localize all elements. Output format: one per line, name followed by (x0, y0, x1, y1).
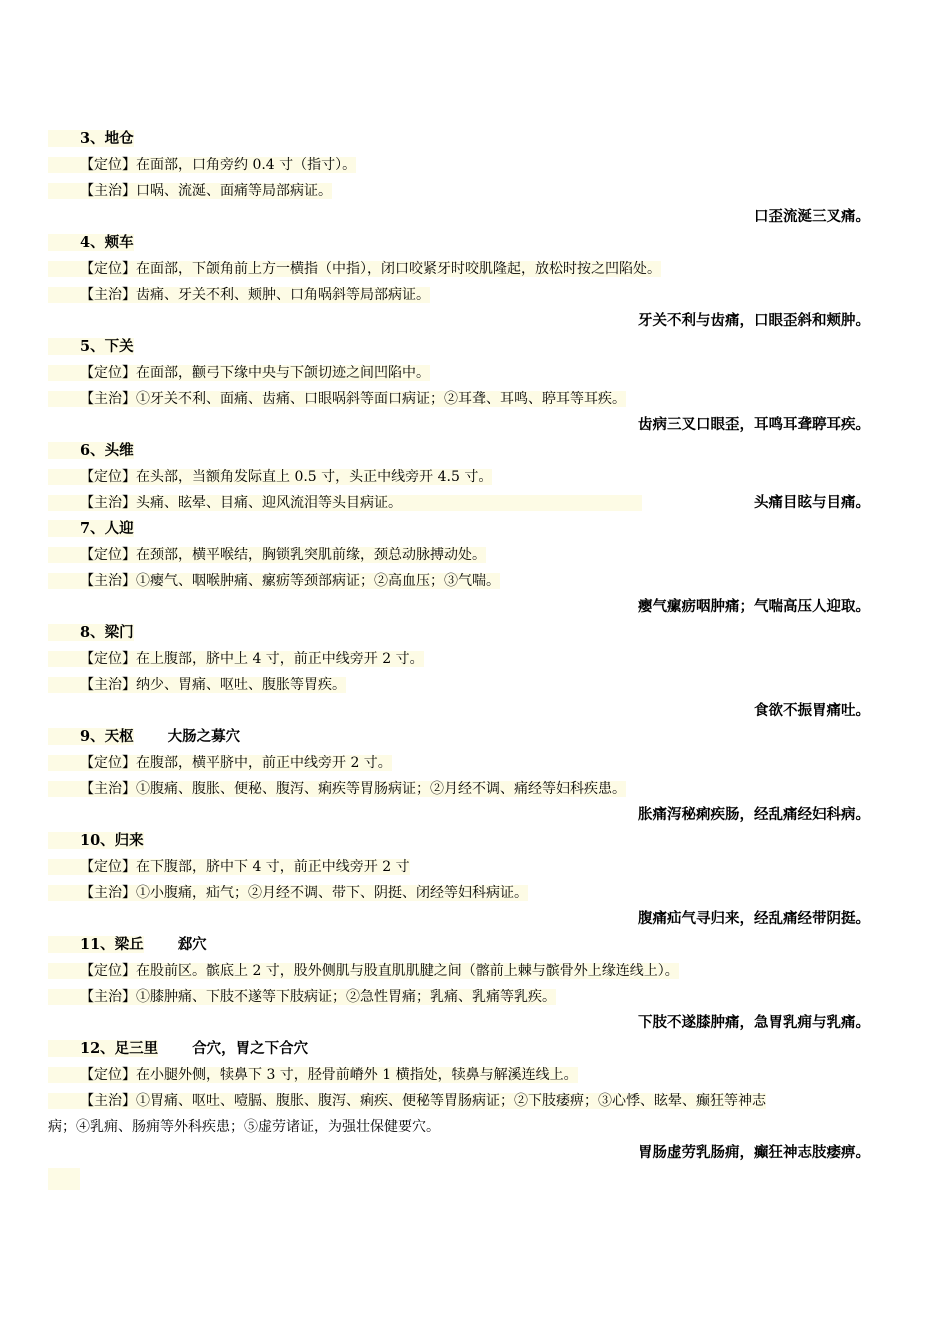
mnemonic: 胃肠虚劳乳肠痈，癫狂神志肢痿痹。 (638, 1144, 870, 1161)
location-line: 【定位】在头部，当额角发际直上 0.5 寸，头正中线旁开 4.5 寸。 (48, 464, 908, 490)
acupoint-title: 3、地仓 (48, 126, 908, 152)
indication-line: 【主治】①小腹痛，疝气；②月经不调、带下、阴挺、闭经等妇科病证。 (48, 880, 908, 906)
acupoint-title: 4、颊车 (48, 230, 908, 256)
mnemonic: 口歪流涎三叉痛。 (754, 208, 870, 225)
mnemonic: 食欲不振胃痛吐。 (754, 702, 870, 719)
location-line: 【定位】在腹部，横平脐中，前正中线旁开 2 寸。 (48, 750, 908, 776)
indication-line: 【主治】纳少、胃痛、呕吐、腹胀等胃疾。 (48, 672, 908, 698)
mnemonic: 齿病三叉口眼歪，耳鸣耳聋聤耳疾。 (638, 416, 870, 433)
mnemonic: 牙关不利与齿痛，口眼歪斜和颊肿。 (638, 312, 870, 329)
mnemonic: 头痛目眩与目痛。 (754, 494, 870, 511)
acupoint-category: 大肠之募穴 (167, 728, 241, 745)
acupoint-title: 12、足三里 合穴，胃之下合穴 (48, 1036, 908, 1062)
location-line: 【定位】在颈部，横平喉结，胸锁乳突肌前缘，颈总动脉搏动处。 (48, 542, 908, 568)
indication-line: 【主治】①膝肿痛、下肢不遂等下肢病证；②急性胃痛；乳痛、乳痛等乳疾。 (48, 984, 908, 1010)
acupoint-title: 11、梁丘 郄穴 (48, 932, 908, 958)
location-line: 【定位】在股前区。髌底上 2 寸，股外侧肌与股直肌肌腱之间（髂前上棘与髌骨外上缘连线上）。 (48, 958, 908, 984)
indication-line: 【主治】头痛、眩晕、目痛、迎风流泪等头目病证。 (48, 490, 908, 516)
location-line: 【定位】在小腿外侧，犊鼻下 3 寸，胫骨前嵴外 1 横指处，犊鼻与解溪连线上。 (48, 1062, 908, 1088)
indication-line: 【主治】①瘿气、咽喉肿痛、瘰疬等颈部病证；②高血压；③气喘。 (48, 568, 908, 594)
highlight-marker (48, 1168, 80, 1190)
acupoint-title: 6、头维 (48, 438, 908, 464)
acupoint-title: 10、归来 (48, 828, 908, 854)
indication-line: 【主治】口㖞、流涎、面痛等局部病证。 (48, 178, 908, 204)
indication-line: 【主治】①胃痛、呕吐、噎膈、腹胀、腹泻、痢疾、便秘等胃肠病证；②下肢痿痹；③心悸、眩晕、癫狂等神志 (48, 1088, 908, 1114)
location-line: 【定位】在面部，下颌角前上方一横指（中指），闭口咬紧牙时咬肌隆起，放松时按之凹陷处。 (48, 256, 908, 282)
mnemonic: 瘿气瘰疬咽肿痛；气喘高压人迎取。 (638, 598, 870, 615)
acupoint-title: 7、人迎 (48, 516, 908, 542)
acupoint-title: 9、天枢 大肠之募穴 (48, 724, 908, 750)
location-line: 【定位】在上腹部，脐中上 4 寸，前正中线旁开 2 寸。 (48, 646, 908, 672)
location-line: 【定位】在面部，颧弓下缘中央与下颌切迹之间凹陷中。 (48, 360, 908, 386)
acupoint-category: 郄穴 (177, 936, 207, 953)
acupoint-title: 8、梁门 (48, 620, 908, 646)
mnemonic: 胀痛泻秘痢疾肠，经乱痛经妇科病。 (638, 806, 870, 823)
location-line: 【定位】在面部，口角旁约 0.4 寸（指寸）。 (48, 152, 908, 178)
indication-line: 【主治】齿痛、牙关不利、颊肿、口角㖞斜等局部病证。 (48, 282, 908, 308)
indication-line: 【主治】①腹痛、腹胀、便秘、腹泻、痢疾等胃肠病证；②月经不调、痛经等妇科疾患。 (48, 776, 908, 802)
location-line: 【定位】在下腹部，脐中下 4 寸，前正中线旁开 2 寸 (48, 854, 908, 880)
acupoint-category: 合穴，胃之下合穴 (192, 1040, 309, 1057)
mnemonic: 腹痛疝气寻归来，经乱痛经带阴挺。 (638, 910, 870, 927)
indication-line-continued: 病；④乳痈、肠痈等外科疾患；⑤虚劳诸证，为强壮保健要穴。 (48, 1119, 440, 1135)
acupoint-title: 5、下关 (48, 334, 908, 360)
mnemonic: 下肢不遂膝肿痛，急胃乳痈与乳痛。 (638, 1014, 870, 1031)
indication-line: 【主治】①牙关不利、面痛、齿痛、口眼㖞斜等面口病证；②耳聋、耳鸣、聤耳等耳疾。 (48, 386, 908, 412)
